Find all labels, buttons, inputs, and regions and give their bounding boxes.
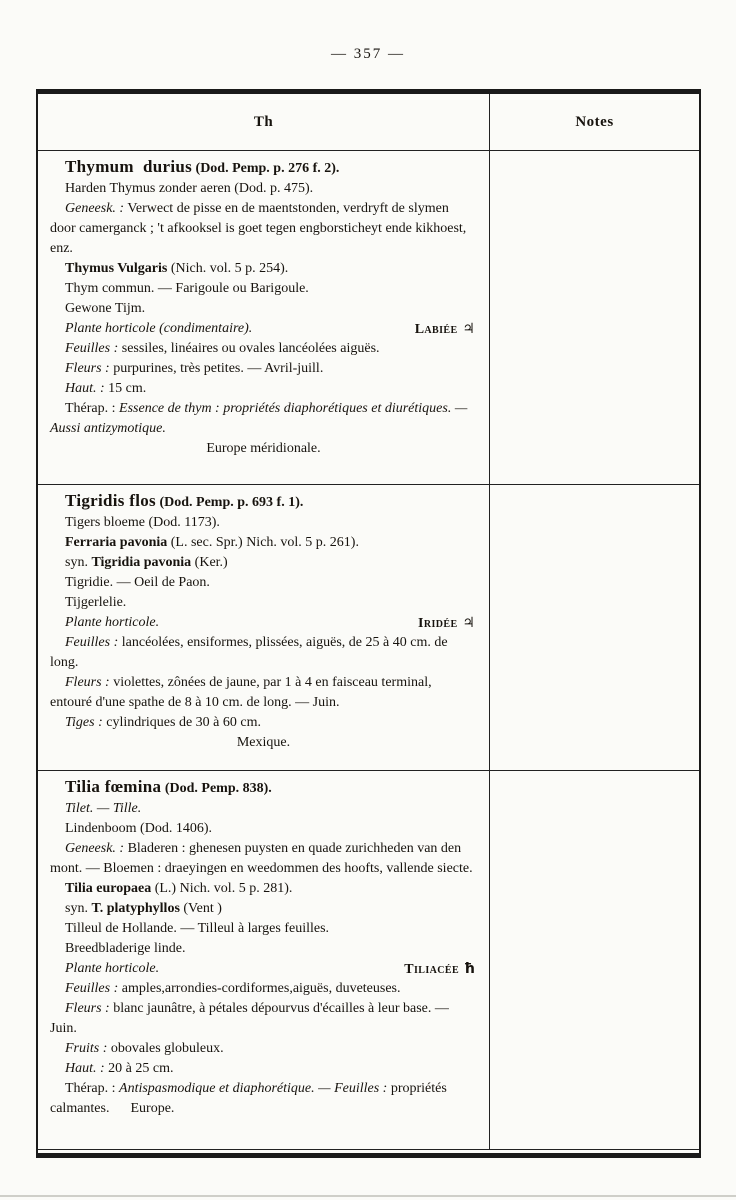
paragraph-text [65, 341, 380, 356]
text-run: Geneesk. : [65, 841, 125, 856]
text-run: Tilet. — Tille. [65, 801, 142, 816]
entry-paragraph [50, 339, 477, 359]
botanical-table [36, 89, 701, 1158]
text-run: Labiée [414, 322, 458, 337]
column-header-notes: Notes [489, 94, 699, 150]
text-run: 20 à 25 cm. [104, 1061, 174, 1076]
text-run: Feuilles : [65, 981, 119, 996]
text-run: 15 cm. [104, 381, 147, 396]
paragraph-text [65, 821, 212, 836]
text-run: Bladeren : ghenesen puysten en quade zurichheden van den mont. — Bloemen : draeyingen en weedommen des hoofts, vallende siecte. [50, 841, 473, 876]
text-run: (Dod. Pemp. p. 276 f. 2). [192, 161, 340, 176]
entry-paragraph [50, 399, 477, 439]
entry-paragraph [50, 613, 477, 633]
paragraph-text [65, 361, 323, 376]
paragraph-text [65, 595, 126, 610]
notes-cell [489, 485, 699, 770]
scan-edge-line [0, 1195, 736, 1197]
page-number: — 357 — [331, 46, 405, 62]
text-run: syn. [65, 555, 92, 570]
text-run: (Ker.) [191, 555, 228, 570]
entry-paragraph [50, 979, 477, 999]
text-run: Tigridie. — Oeil de Paon. [65, 575, 210, 590]
paragraph-text [65, 281, 309, 296]
entry-heading [50, 777, 477, 799]
text-run: Geneesk. : [65, 201, 125, 216]
paragraph-text [65, 381, 146, 396]
text-run: Thym commun. — Farigoule ou Barigoule. [65, 281, 309, 296]
text-run: Feuilles : [65, 635, 119, 650]
entry-paragraph [50, 633, 477, 673]
text-run: ħ [459, 961, 475, 977]
entry-paragraph [50, 819, 477, 839]
entry-paragraph [50, 713, 477, 733]
paragraph-text [65, 901, 222, 916]
paragraph-text [65, 961, 159, 976]
paragraph-text [65, 261, 288, 276]
entry-paragraph [50, 999, 477, 1039]
paragraph-text [65, 921, 329, 936]
paragraph-text [65, 491, 304, 510]
entry-paragraph [50, 259, 477, 279]
paragraph-text [50, 201, 466, 256]
text-run: Thymus Vulgaris [65, 261, 168, 276]
text-run: ♃ [457, 615, 475, 631]
entry-paragraph [50, 1039, 477, 1059]
text-run: Tigridis flos [65, 491, 156, 510]
entry-tilia-foemina [38, 771, 489, 1149]
text-run: Tiges : [65, 715, 103, 730]
text-run: Plante horticole. [65, 615, 160, 630]
text-run: amples,arrondies-cordiformes,aiguës, duveteuses. [118, 981, 401, 996]
text-run: cylindriques de 30 à 60 cm. [102, 715, 261, 730]
text-run: Tigridia pavonia [91, 555, 192, 570]
text-run: propriétés calmantes. [50, 1081, 447, 1116]
text-run: Gewone Tijm. [65, 301, 146, 316]
text-run: Tilia fœmina [65, 777, 162, 796]
text-run: Thérap. : [65, 1081, 120, 1096]
text-run: (Vent ) [179, 901, 222, 916]
table-row [38, 151, 699, 485]
paragraph-text [50, 1001, 449, 1036]
text-run: Fleurs : [65, 1001, 110, 1016]
text-run: (L. sec. Spr.) Nich. vol. 5 p. 261). [167, 535, 359, 550]
text-run: Thymum durius [65, 157, 193, 176]
entry-paragraph [50, 1059, 477, 1079]
text-run: Iridée [418, 616, 458, 631]
entry-paragraph [50, 379, 477, 399]
paragraph-text [237, 735, 290, 750]
entry-paragraph [50, 899, 477, 919]
paragraph-text [65, 301, 145, 316]
entry-heading [50, 491, 477, 513]
text-run: Lindenboom (Dod. 1406). [65, 821, 212, 836]
paragraph-text [65, 515, 220, 530]
entry-paragraph [50, 179, 477, 199]
text-run: Fleurs : [65, 361, 110, 376]
text-run: sessiles, linéaires ou ovales lancéolées aiguës. [118, 341, 380, 356]
text-run: Ferraria pavonia [65, 535, 168, 550]
paragraph-text [65, 181, 313, 196]
entry-heading [50, 157, 477, 179]
text-run: ♃ [457, 321, 475, 337]
text-run: Harden Thymus zonder aeren (Dod. p. 475). [65, 181, 314, 196]
entry-paragraph [50, 673, 477, 713]
paragraph-text [50, 1081, 447, 1116]
text-run: (Dod. Pemp. 838). [161, 781, 272, 796]
paragraph-text [65, 777, 272, 796]
text-run: syn. [65, 901, 92, 916]
entry-paragraph [50, 533, 477, 553]
notes-cell [489, 771, 699, 1149]
text-run: Plante horticole. [65, 961, 160, 976]
family-label [415, 319, 475, 340]
entry-paragraph [50, 199, 477, 259]
entry-thymum-durius [38, 151, 489, 484]
text-run: Haut. : [65, 381, 105, 396]
text-run: Tiliacée [404, 962, 460, 977]
entry-paragraph [50, 879, 477, 899]
text-run: Plante horticole (condimentaire). [65, 321, 253, 336]
text-run: Fleurs : [65, 675, 110, 690]
text-run: Europe. [109, 1101, 175, 1116]
entry-tigridis-flos [38, 485, 489, 770]
column-header-th: Th [253, 113, 274, 130]
text-run: Haut. : [65, 1061, 105, 1076]
text-run: Thérap. : [65, 401, 120, 416]
paragraph-text [65, 981, 401, 996]
text-run: Feuilles : [65, 341, 119, 356]
paragraph-text [65, 1061, 174, 1076]
paragraph-text [65, 575, 210, 590]
entry-paragraph [50, 553, 477, 573]
paragraph-text [206, 441, 320, 456]
text-run: lancéolées, ensiformes, plissées, aiguës, de 25 à 40 cm. de long. [50, 635, 448, 670]
text-run: Fruits : [65, 1041, 108, 1056]
text-run: Tilia europaea [65, 881, 152, 896]
paragraph-text [65, 715, 261, 730]
text-run: T. platyphyllos [91, 901, 180, 916]
entry-paragraph [50, 573, 477, 593]
text-run: purpurines, très petites. — Avril-juill. [109, 361, 324, 376]
paragraph-text [65, 321, 252, 336]
entry-paragraph [50, 299, 477, 319]
entry-paragraph [50, 839, 477, 879]
entry-paragraph [50, 959, 477, 979]
table-header-row [38, 94, 699, 151]
paragraph-text [65, 157, 340, 176]
entry-paragraph [50, 1079, 477, 1119]
text-run: Essence de thym : propriétés diaphorétiques et diurétiques. — Aussi antizymotique. [50, 401, 468, 436]
entry-paragraph [50, 593, 477, 613]
paragraph-text [65, 615, 159, 630]
family-label [418, 613, 475, 634]
entry-paragraph [50, 359, 477, 379]
text-run: Europe méridionale. [206, 441, 321, 456]
paragraph-text [50, 401, 467, 436]
paragraph-text [65, 881, 292, 896]
text-run: Verwect de pisse en de maentstonden, verdryft de slymen door camerganck ; 't afkooksel is goet tegen engborsticheyt ende kikhoest, enz. [50, 201, 467, 256]
entry-paragraph [50, 733, 477, 753]
paragraph-text [50, 635, 448, 670]
paragraph-text [65, 1041, 224, 1056]
text-run: (Dod. Pemp. p. 693 f. 1). [155, 495, 304, 510]
entry-paragraph [50, 919, 477, 939]
entry-paragraph [50, 439, 477, 459]
notes-cell [489, 151, 699, 484]
paragraph-text [65, 801, 141, 816]
family-label [404, 959, 475, 980]
paragraph-text [65, 941, 186, 956]
entry-paragraph [50, 513, 477, 533]
text-run: Tijgerlelie. [65, 595, 127, 610]
text-run: blanc jaunâtre, à pétales dépourvus d'écailles à leur base. — Juin. [50, 1001, 449, 1036]
text-run: Mexique. [236, 735, 291, 750]
text-run: Tigers bloeme (Dod. 1173). [65, 515, 220, 530]
text-run: Antispasmodique et diaphorétique. — Feuilles : [119, 1081, 388, 1096]
entry-paragraph [50, 279, 477, 299]
entry-paragraph [50, 939, 477, 959]
text-run: (Nich. vol. 5 p. 254). [167, 261, 289, 276]
paragraph-text [50, 675, 432, 710]
text-run: obovales globuleux. [107, 1041, 224, 1056]
text-run: Breedbladerige linde. [65, 941, 186, 956]
table-row [38, 485, 699, 771]
entry-paragraph [50, 799, 477, 819]
entry-paragraph [50, 319, 477, 339]
text-run: Tilleul de Hollande. — Tilleul à larges feuilles. [65, 921, 330, 936]
paragraph-text [65, 535, 359, 550]
text-run: violettes, zônées de jaune, par 1 à 4 en faisceau terminal, entouré d'une spathe de 8 à 10 cm. de long. — Juin. [50, 675, 432, 710]
text-run: (L.) Nich. vol. 5 p. 281). [151, 881, 293, 896]
paragraph-text [65, 555, 228, 570]
table-row [38, 771, 699, 1150]
paragraph-text [50, 841, 473, 876]
